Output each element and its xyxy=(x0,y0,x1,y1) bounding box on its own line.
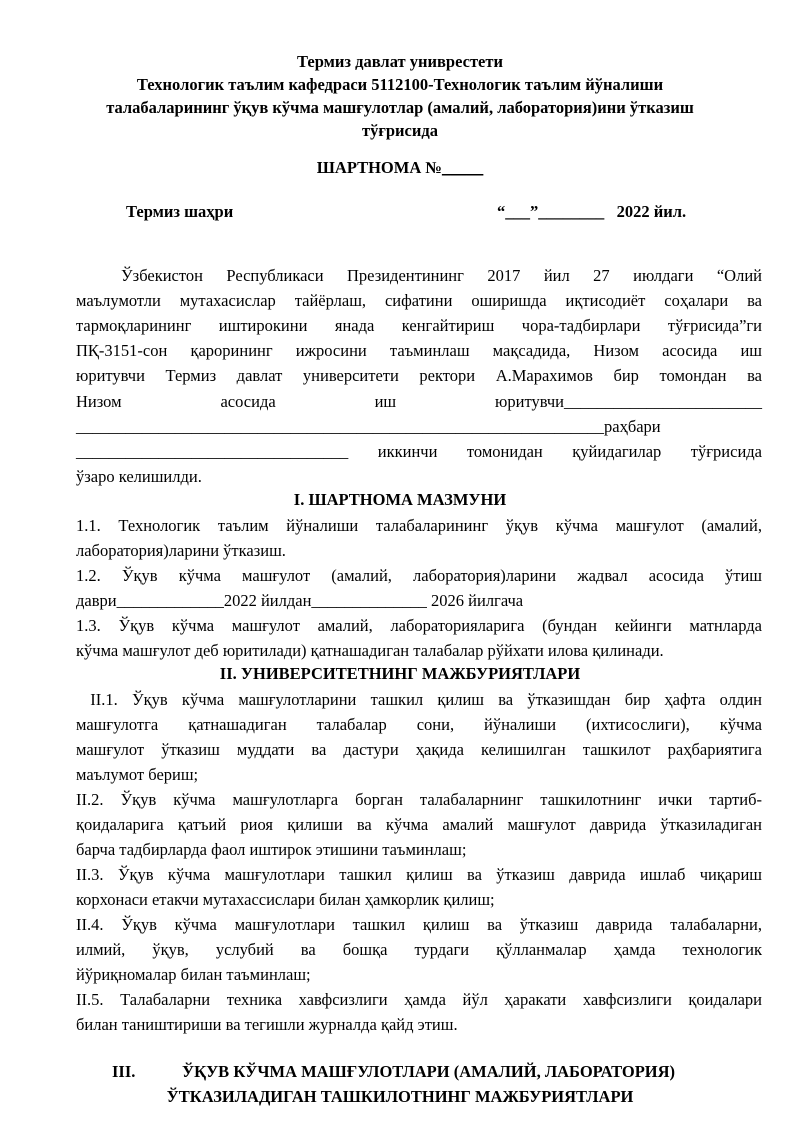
section-2-line: II.1. Ўқув кўчма машғулотларини ташкил қилиш ва ўтказишдан бир ҳафта олдин xyxy=(76,690,762,709)
preamble-line: ўзаро келишилди. xyxy=(76,467,202,486)
section-1-line: лаборатория)ларини ўтказиш. xyxy=(76,541,286,560)
section-2-line: машғулотга қатнашадиган талабалар сони, йўналиши (ихтисослиги), кўчма xyxy=(76,715,762,734)
section-1-heading: I. ШАРТНОМА МАЗМУНИ xyxy=(293,490,507,509)
section-1-line: 1.2. Ўқув кўчма машғулот (амалий, лаборатория)ларини жадвал асосида ўтиш xyxy=(76,566,762,585)
preamble-line: Низом асосида иш юритувчи________________________ xyxy=(76,392,762,411)
preamble-line: ПҚ-3151-сон қарорининг ижросини таъминлаш мақсадида, Низом асосида иш xyxy=(76,341,762,360)
preamble-line: тармоқларининг иштирокини янада кенгайтириш чора-тадбирлари тўғрисида”ги xyxy=(76,316,762,335)
preamble-line: маълумотли мутахасислар тайёрлаш, сифатини оширишда иқтисодиёт соҳалари ва xyxy=(76,291,762,310)
header-subject-end: тўғрисида xyxy=(362,121,438,140)
header-university: Термиз давлат униврестети xyxy=(297,52,503,71)
section-2-line: йўриқномалар билан таъминлаш; xyxy=(76,965,311,984)
section-2-line: машғулот ўтказиш муддати ва дастури ҳақида келишилган ташкилот раҳбариятига xyxy=(76,740,762,759)
section-2-line: қоидаларига қатъий риоя қилиши ва кўчма амалий машғулот даврида ўтказиладиган xyxy=(76,815,762,834)
header-department: Технологик таълим кафедраси 5112100-Технологик таълим йўналиши xyxy=(136,75,664,94)
contract-city: Термиз шаҳри xyxy=(126,202,234,221)
document-header xyxy=(60,50,740,142)
contract-date: “___”________ 2022 йил. xyxy=(497,202,687,221)
section-2-line: II.4. Ўқув кўчма машғулотлари ташкил қилиш ва ўтказиш даврида талабаларни, xyxy=(76,915,762,934)
preamble-line: ________________________________________________________________раҳбари xyxy=(76,417,661,436)
section-2-heading: II. УНИВЕРСИТЕТНИНГ МАЖБУРИЯТЛАРИ xyxy=(219,664,581,683)
preamble-line: юритувчи Термиз давлат университети ректори А.Марахимов бир томондан ва xyxy=(76,366,762,385)
preamble-line: _________________________________ иккинчи томонидан қуйидагилар тўғрисида xyxy=(76,442,762,461)
header-subject: талабаларининг ўқув кўчма машғулотлар (амалий, лаборатория)ини ўтказиш xyxy=(106,98,694,117)
section-2-line: илмий, ўқув, услубий ва бошқа турдаги қўлланмалар ҳамда технологик xyxy=(76,940,762,959)
contract-title-text: ШАРТНОМА № xyxy=(316,158,442,177)
section-2-line: II.2. Ўқув кўчма машғулотларга борган талабаларнинг ташкилотнинг ички тартиб- xyxy=(76,790,762,809)
section-1-line: 1.1. Технологик таълим йўналиши талабаларининг ўқув кўчма машғулот (амалий, xyxy=(76,516,762,535)
section-2-line: II.5. Талабаларни техника хавфсизлиги ҳамда йўл ҳаракати хавфсизлиги қоидалари xyxy=(76,990,762,1009)
section-2-line: барча тадбирларда фаол иштирок этишини таъминлаш; xyxy=(76,840,467,859)
section-3-heading-line-1: ЎҚУВ КЎЧМА МАШҒУЛОТЛАРИ (АМАЛИЙ, ЛАБОРАТОРИЯ) xyxy=(182,1062,676,1081)
section-3-heading-line-2: ЎТКАЗИЛАДИГАН ТАШКИЛОТНИНГ МАЖБУРИЯТЛАРИ xyxy=(166,1087,634,1106)
section-2-line: II.3. Ўқув кўчма машғулотлари ташкил қилиш ва ўтказиш даврида ишлаб чиқариш xyxy=(76,865,762,884)
section-3-number: III. xyxy=(112,1062,136,1081)
preamble-line: Ўзбекистон Республикаси Президентининг 2017 йил 27 июлдаги “Олий xyxy=(121,266,762,285)
contract-number-blank: _____ xyxy=(441,158,484,177)
section-1-line: 1.3. Ўқув кўчма машғулот амалий, лабораторияларига (бундан кейинги матнларда xyxy=(76,616,762,635)
section-2-line: билан таништириши ва тегишли журналда қайд этиш. xyxy=(76,1015,458,1034)
section-1-line: кўчма машғулот деб юритилади) қатнашадиган талабалар рўйхати илова қилинади. xyxy=(76,641,664,660)
section-1-line: даври_____________2022 йилдан______________ 2026 йилгача xyxy=(76,591,524,610)
contract-title xyxy=(0,156,800,180)
section-2-line: корхонаси етакчи мутахассислари билан ҳамкорлик қилиш; xyxy=(76,890,495,909)
section-2-line: маълумот бериш; xyxy=(76,765,199,784)
